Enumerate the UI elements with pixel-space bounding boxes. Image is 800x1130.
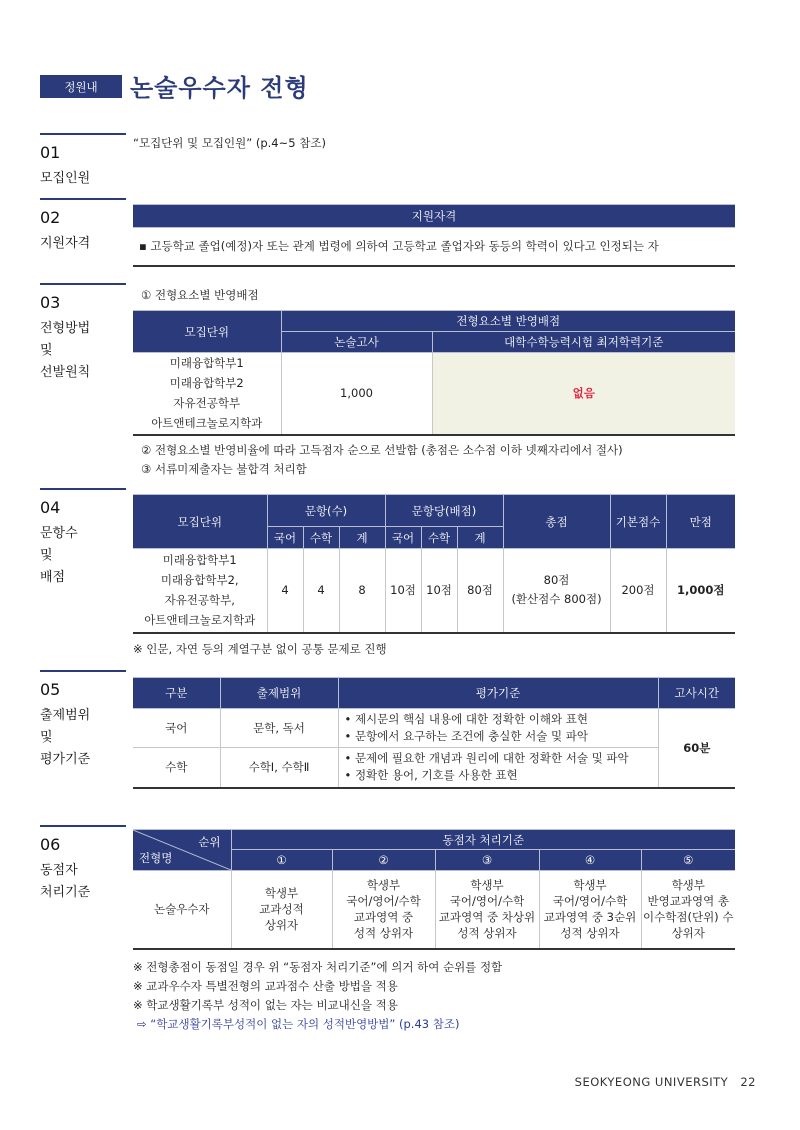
max-header: 만점 [666, 495, 735, 549]
total-header: 총점 [503, 495, 610, 549]
essay-value: 1,000 [281, 353, 432, 435]
rank-1-cell: 학생부 교과성적 상위자 [231, 871, 332, 949]
csat-header: 대학수학능력시험 최저학력기준 [432, 332, 735, 353]
section-number: 02 [40, 208, 61, 227]
eligibility-table [133, 204, 735, 267]
section-number: 03 [40, 293, 61, 312]
count-sum: 8 [339, 549, 385, 633]
page-footer [575, 1075, 756, 1089]
per-kor: 10점 [385, 549, 421, 633]
section-05-label [40, 670, 126, 771]
rank-3-cell: 학생부 국어/영어/수학 교과영역 중 차상위 성적 상위자 [435, 871, 539, 949]
section-name: 모집인원 [40, 171, 91, 186]
rank-4-header: ④ [539, 850, 641, 871]
scope-math: 수학Ⅰ, 수학Ⅱ [220, 748, 338, 788]
unit-list: 미래융합학부1 미래융합학부2 자유전공학부 아트앤테크놀로지학과 [133, 353, 281, 435]
section-name: 전형방법 및 선발원칙 [40, 321, 91, 380]
section-06-label [40, 825, 126, 904]
section-03-label [40, 283, 126, 384]
university-name: SEOKYEONG UNIVERSITY [574, 1075, 729, 1089]
recruit-count-ref: “모집단위 및 모집인원” (p.4~5 참조) [133, 136, 326, 150]
unit-header: 모집단위 [133, 495, 267, 549]
csat-value: 없음 [432, 353, 735, 435]
rank-5-cell: 학생부 반영교과영역 총 이수학점(단위) 수 상위자 [641, 871, 735, 949]
criteria-math: • 문제에 필요한 개념과 원리에 대한 정확한 서술 및 파악 • 정확한 용어, 기호를 사용한 표현 [338, 748, 658, 788]
base-value: 200점 [610, 549, 666, 633]
rank-5-header: ⑤ [641, 850, 735, 871]
count-math: 4 [303, 549, 339, 633]
count-header: 문항(수) [267, 495, 385, 527]
diagonal-header [133, 830, 231, 871]
kor-header: 국어 [385, 527, 421, 549]
section-05-content [133, 677, 735, 789]
per-math: 10점 [421, 549, 457, 633]
math-header: 수학 [303, 527, 339, 549]
name-header: 전형명 [139, 851, 173, 865]
eligibility-header: 지원자격 [133, 205, 735, 228]
weight-intro: ① 전형요소별 반영배점 [141, 288, 259, 302]
section-01-label [40, 133, 126, 190]
section-06-content [133, 829, 735, 1034]
rank-1-header: ① [231, 850, 332, 871]
time-header: 고사시간 [658, 678, 735, 709]
subject-korean: 국어 [133, 709, 220, 748]
math-header: 수학 [421, 527, 457, 549]
tiebreak-group-header: 동점자 처리기준 [231, 830, 735, 850]
scope-table [133, 677, 735, 789]
weight-table [133, 310, 735, 436]
sum-header: 계 [339, 527, 385, 549]
section-01-content [133, 134, 735, 153]
type-header: 구분 [133, 678, 220, 709]
per-sum: 80점 [457, 549, 503, 633]
section-number: 01 [40, 143, 61, 162]
track-name: 논술우수자 [133, 871, 231, 949]
exam-time: 60분 [658, 709, 735, 788]
category-tag: 정원내 [40, 75, 122, 98]
essay-header: 논술고사 [281, 332, 432, 353]
page-title: 논술우수자 전형 [130, 74, 309, 102]
rank-4-cell: 학생부 국어/영어/수학 교과영역 중 3순위 성적 상위자 [539, 871, 641, 949]
section-name: 문항수 및 배점 [40, 526, 78, 585]
eligibility-text: ▪ 고등학교 졸업(예정)자 또는 관계 법령에 의하여 고등학교 졸업자와 동등의 학력이 있다고 인정되는 자 [133, 228, 735, 266]
section-number: 04 [40, 498, 61, 517]
grade-method-link[interactable]: ⇨ “학교생활기록부성적이 없는 자의 성적반영방법” (p.43 참조) [137, 1016, 460, 1031]
section-name: 지원자격 [40, 236, 91, 251]
section-name: 동점자 처리기준 [40, 863, 91, 900]
scope-korean: 문학, 독서 [220, 709, 338, 748]
section-02-label [40, 198, 126, 255]
selection-notes: ② 전형요소별 반영비율에 따라 고득점자 순으로 선발함 (총점은 소수점 이하 넷째자리에서 절사) ③ 서류미제출자는 불합격 처리함 [141, 442, 623, 476]
base-header: 기본점수 [610, 495, 666, 549]
weight-group-header: 전형요소별 반영배점 [281, 311, 735, 332]
kor-header: 국어 [267, 527, 303, 549]
unit-list: 미래융합학부1 미래융합학부2, 자유전공학부, 아트앤테크놀로지학과 [133, 549, 267, 633]
page-number: 22 [740, 1075, 756, 1089]
scope-header: 출제범위 [220, 678, 338, 709]
section-number: 05 [40, 680, 61, 699]
subject-math: 수학 [133, 748, 220, 788]
rank-header: 순위 [198, 835, 221, 849]
tiebreak-table [133, 829, 735, 950]
per-header: 문항당(배점) [385, 495, 503, 527]
question-table [133, 494, 735, 634]
criteria-korean: • 제시문의 핵심 내용에 대한 정확한 이해와 표현 • 문항에서 요구하는 조건에 충실한 서술 및 파악 [338, 709, 658, 748]
total-value: 80점 (환산점수 800점) [503, 549, 610, 633]
criteria-header: 평가기준 [338, 678, 658, 709]
question-note: ※ 인문, 자연 등의 계열구분 없이 공통 문제로 진행 [133, 641, 387, 656]
rank-3-header: ③ [435, 850, 539, 871]
section-04-content [133, 494, 735, 659]
tiebreak-notes: ※ 전형총점이 동점일 경우 위 “동점자 처리기준”에 의거 하여 순위를 정함 ※ 교과우수자 특별전형의 교과점수 산출 방법을 적용 ※ 학교생활기록부 성적이 없는 자는 비교내신을 적용 ⇨ “학교생활기록부성적이 없는 자의 성적반영방법” (p.43 참조) [133, 958, 735, 1034]
section-number: 06 [40, 835, 61, 854]
section-04-label [40, 488, 126, 589]
unit-header: 모집단위 [133, 311, 281, 353]
sum-header: 계 [457, 527, 503, 549]
rank-2-header: ② [332, 850, 435, 871]
rank-2-cell: 학생부 국어/영어/수학 교과영역 중 성적 상위자 [332, 871, 435, 949]
max-value: 1,000점 [666, 549, 735, 633]
count-kor: 4 [267, 549, 303, 633]
section-name: 출제범위 및 평가기준 [40, 708, 91, 767]
section-03-content [133, 286, 735, 479]
